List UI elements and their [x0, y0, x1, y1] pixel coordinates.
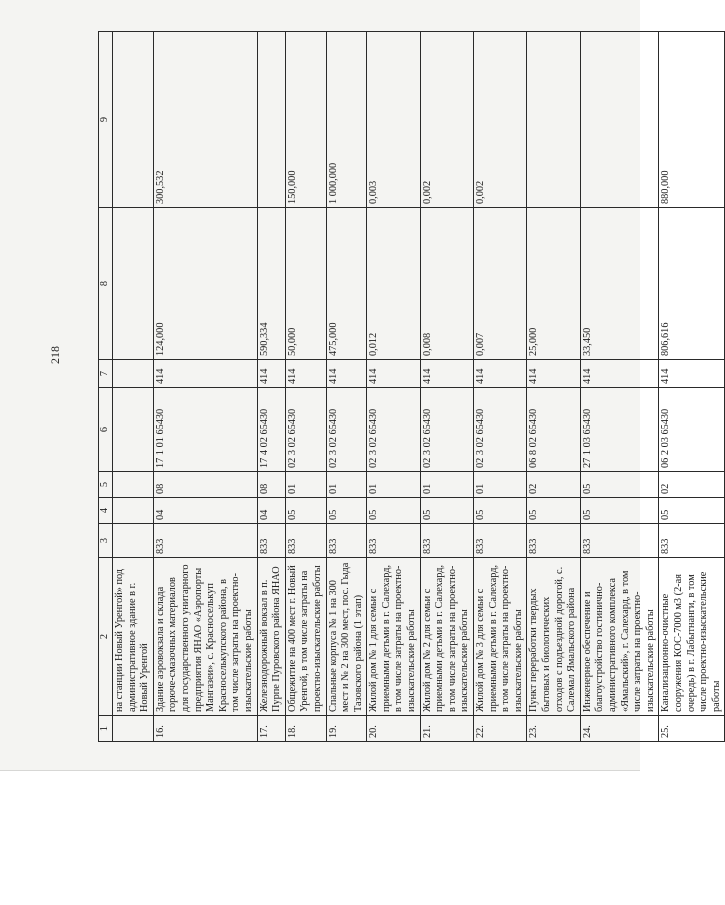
- subsection-code: 01: [420, 472, 473, 498]
- row-number: 22.: [474, 716, 527, 742]
- amount-column-8: 806,616: [659, 208, 725, 360]
- admin-code: 833: [580, 524, 659, 558]
- subsection-code: [113, 472, 154, 498]
- admin-code: 833: [326, 524, 367, 558]
- amount-column-9: 880,000: [659, 32, 725, 208]
- section-code: 05: [474, 498, 527, 524]
- section-code: [113, 498, 154, 524]
- subsection-code: 01: [285, 472, 326, 498]
- subsection-code: 08: [153, 472, 257, 498]
- table-row: [659, 32, 725, 742]
- amount-column-9: 1 000,000: [326, 32, 367, 208]
- table-row: [285, 32, 326, 742]
- expense-type-code: 414: [367, 360, 420, 388]
- row-number: 25.: [659, 716, 725, 742]
- row-number: 19.: [326, 716, 367, 742]
- target-article-code: 02 3 02 65430: [367, 388, 420, 472]
- target-article-code: 17 4 02 65430: [257, 388, 285, 472]
- header-cell: 7: [99, 360, 113, 388]
- target-article-code: 06 2 03 65430: [659, 388, 725, 472]
- table-row: [420, 32, 473, 742]
- admin-code: 833: [474, 524, 527, 558]
- object-name: на станции Новый Уренгой» под административное здание в г. Новый Уренгой: [113, 558, 154, 716]
- amount-column-9: [527, 32, 580, 208]
- page-number: 218: [48, 346, 62, 364]
- admin-code: 833: [367, 524, 420, 558]
- admin-code: [113, 524, 154, 558]
- section-code: 05: [326, 498, 367, 524]
- amount-column-8: 0,007: [474, 208, 527, 360]
- expense-type-code: 414: [326, 360, 367, 388]
- header-cell: 2: [99, 558, 113, 716]
- row-number: 24.: [580, 716, 659, 742]
- admin-code: 833: [659, 524, 725, 558]
- section-code: 05: [285, 498, 326, 524]
- amount-column-9: 0,002: [474, 32, 527, 208]
- target-article-code: 02 3 02 65430: [326, 388, 367, 472]
- target-article-code: [113, 388, 154, 472]
- expense-type-code: 414: [153, 360, 257, 388]
- target-article-code: 02 3 02 65430: [285, 388, 326, 472]
- amount-column-8: 475,000: [326, 208, 367, 360]
- subsection-code: 01: [326, 472, 367, 498]
- amount-column-8: 124,000: [153, 208, 257, 360]
- expense-type-code: 414: [580, 360, 659, 388]
- subsection-code: 01: [474, 472, 527, 498]
- table-row: [527, 32, 580, 742]
- table-row: [367, 32, 420, 742]
- object-name: Инженерное обеспечение и благоустройство гостинично-административного комплекса «Ямальский», г. Салехард, в том числе затраты на проектно-изыскательские работы: [580, 558, 659, 716]
- rotated-table-container: [98, 32, 722, 742]
- header-cell: 1: [99, 716, 113, 742]
- admin-code: 833: [257, 524, 285, 558]
- section-code: 05: [420, 498, 473, 524]
- header-cell: 9: [99, 32, 113, 208]
- admin-code: 833: [153, 524, 257, 558]
- table-row: [153, 32, 257, 742]
- table-row: [326, 32, 367, 742]
- amount-column-9: 150,000: [285, 32, 326, 208]
- amount-column-8: 50,000: [285, 208, 326, 360]
- amount-column-8: 0,008: [420, 208, 473, 360]
- header-cell: 3: [99, 524, 113, 558]
- amount-column-9: [257, 32, 285, 208]
- header-row: [99, 32, 113, 742]
- target-article-code: 17 1 01 65430: [153, 388, 257, 472]
- amount-column-8: 33,450: [580, 208, 659, 360]
- expense-type-code: 414: [257, 360, 285, 388]
- section-code: 05: [527, 498, 580, 524]
- table-row: [474, 32, 527, 742]
- object-name: Жилой дом № 3 для семьи с приемными детьми в г. Салехард, в том числе затраты на проектно-изыскательские работы: [474, 558, 527, 716]
- row-number: 20.: [367, 716, 420, 742]
- target-article-code: 02 3 02 65430: [420, 388, 473, 472]
- amount-column-8: [113, 208, 154, 360]
- target-article-code: 02 3 02 65430: [474, 388, 527, 472]
- amount-column-8: 0,012: [367, 208, 420, 360]
- admin-code: 833: [527, 524, 580, 558]
- object-name: Спальные корпуса № 1 на 300 мест и № 2 на 300 мест, пос. Гыда Тазовского района (1 этап): [326, 558, 367, 716]
- subsection-code: 08: [257, 472, 285, 498]
- table-row: [257, 32, 285, 742]
- section-code: 05: [659, 498, 725, 524]
- amount-column-9: 0,003: [367, 32, 420, 208]
- target-article-code: 06 8 02 65430: [527, 388, 580, 472]
- object-name: Здание аэровокзала и склада горюче-смазочных материалов для государственного унитарного предприятия ЯНАО «Аэропорты Мангазеи», с. Красноселькуп Красноселькупского района, в том числе затраты на проектно-изыскательские работы: [153, 558, 257, 716]
- budget-table: [98, 31, 725, 742]
- subsection-code: 02: [659, 472, 725, 498]
- expense-type-code: 414: [420, 360, 473, 388]
- subsection-code: 02: [527, 472, 580, 498]
- amount-column-9: [113, 32, 154, 208]
- row-number: 17.: [257, 716, 285, 742]
- section-code: 04: [153, 498, 257, 524]
- section-code: 05: [580, 498, 659, 524]
- expense-type-code: 414: [527, 360, 580, 388]
- object-name: Жилой дом № 1 для семьи с приемными детьми в г. Салехард, в том числе затраты на проектно-изыскательские работы: [367, 558, 420, 716]
- object-name: Жилой дом № 2 для семьи с приемными детьми в г. Салехард, в том числе затраты на проектно-изыскательские работы: [420, 558, 473, 716]
- row-number: 16.: [153, 716, 257, 742]
- amount-column-9: [580, 32, 659, 208]
- row-number: [113, 716, 154, 742]
- header-cell: 6: [99, 388, 113, 472]
- expense-type-code: [113, 360, 154, 388]
- header-cell: 4: [99, 498, 113, 524]
- header-cell: 5: [99, 472, 113, 498]
- object-name: Железнодорожный вокзал в п. Пурпе Пуровского района ЯНАО: [257, 558, 285, 716]
- row-number: 23.: [527, 716, 580, 742]
- table-row: [580, 32, 659, 742]
- object-name: Общежитие на 400 мест г. Новый Уренгой, в том числе затраты на проектно-изыскательские работы: [285, 558, 326, 716]
- row-number: 18.: [285, 716, 326, 742]
- row-number: 21.: [420, 716, 473, 742]
- subsection-code: 05: [580, 472, 659, 498]
- subsection-code: 01: [367, 472, 420, 498]
- admin-code: 833: [420, 524, 473, 558]
- amount-column-9: 0,002: [420, 32, 473, 208]
- amount-column-9: 300,532: [153, 32, 257, 208]
- expense-type-code: 414: [474, 360, 527, 388]
- target-article-code: 27 1 03 65430: [580, 388, 659, 472]
- object-name: Канализационно-очистные сооружения КОС-7000 м3 (2-ая очередь) в г. Лабытнанги, в том числе проектно-изыскательские работы: [659, 558, 725, 716]
- header-cell: 8: [99, 208, 113, 360]
- admin-code: 833: [285, 524, 326, 558]
- expense-type-code: 414: [285, 360, 326, 388]
- table-row: [113, 32, 154, 742]
- section-code: 04: [257, 498, 285, 524]
- amount-column-8: 590,334: [257, 208, 285, 360]
- object-name: Пункт переработки твердых бытовых и биологических отходов с подъездной дорогой, с. Салемал Ямальского района: [527, 558, 580, 716]
- expense-type-code: 414: [659, 360, 725, 388]
- section-code: 05: [367, 498, 420, 524]
- amount-column-8: 25,000: [527, 208, 580, 360]
